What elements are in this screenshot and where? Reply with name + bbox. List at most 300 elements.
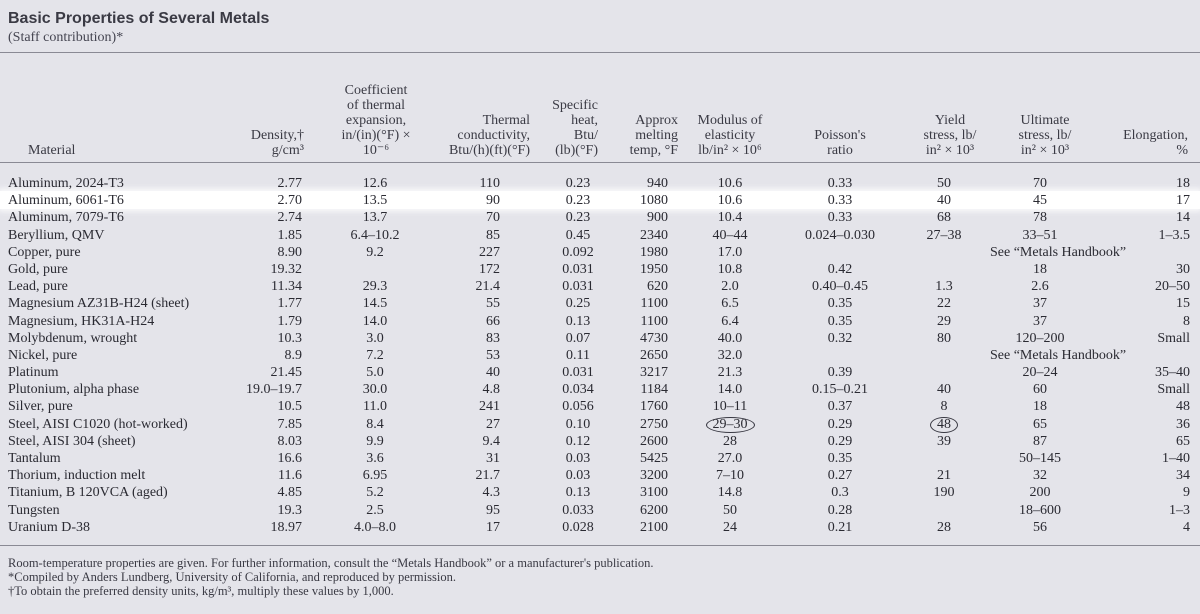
cell-material bbox=[8, 450, 61, 467]
cell-material-text: Magnesium, HK31A-H24 bbox=[8, 313, 155, 329]
cell-density-text: 4.85 bbox=[277, 485, 302, 501]
cell-modulus bbox=[690, 244, 770, 261]
cell-thermal-conductivity-text: 110 bbox=[479, 176, 500, 191]
cell-modulus-text: 24 bbox=[723, 519, 737, 535]
cell-specific-heat bbox=[548, 519, 608, 536]
cell-poisson bbox=[795, 278, 885, 295]
cell-modulus-text: 7–10 bbox=[716, 468, 744, 484]
cell-cte bbox=[340, 433, 410, 450]
cell-specific-heat-text: 0.028 bbox=[562, 519, 594, 535]
cell-elongation-text: 18 bbox=[1176, 176, 1190, 191]
cell-poisson-text: 0.3 bbox=[831, 485, 849, 501]
cell-ultimate-stress bbox=[990, 502, 1090, 519]
cell-elongation-text: 20–50 bbox=[1155, 279, 1190, 295]
table-row bbox=[0, 330, 1200, 347]
cell-material-text: Titanium, B 120VCA (aged) bbox=[8, 485, 168, 501]
cell-specific-heat bbox=[548, 484, 608, 501]
header-melting bbox=[610, 60, 678, 158]
cell-ultimate-stress-text: 120–200 bbox=[1015, 330, 1065, 346]
cell-ultimate-stress-text: 18 bbox=[1033, 261, 1047, 277]
cell-cte bbox=[340, 278, 410, 295]
cell-specific-heat bbox=[548, 192, 608, 209]
cell-melting-temp bbox=[616, 261, 668, 278]
cell-cte-text: 5.2 bbox=[366, 485, 384, 501]
cell-density bbox=[240, 175, 302, 192]
cell-yield-stress-text: 68 bbox=[937, 210, 951, 226]
cell-material bbox=[8, 381, 139, 398]
cell-specific-heat-text: 0.13 bbox=[565, 313, 591, 329]
header-material bbox=[28, 60, 148, 158]
table-row bbox=[0, 192, 1200, 209]
table-row bbox=[0, 381, 1200, 398]
cell-elongation-text: 36 bbox=[1176, 416, 1190, 432]
cell-density-text: 1.77 bbox=[277, 296, 302, 312]
cell-material bbox=[8, 175, 124, 192]
cell-thermal-conductivity-text: 83 bbox=[486, 330, 500, 346]
header-tc-line-1: Thermal bbox=[482, 113, 530, 128]
cell-material bbox=[8, 192, 124, 209]
cell-material bbox=[8, 261, 68, 278]
table-row bbox=[0, 313, 1200, 330]
cell-poisson-text: 0.35 bbox=[827, 313, 853, 329]
cell-melting-temp-text: 1080 bbox=[640, 193, 668, 209]
cell-thermal-conductivity bbox=[448, 381, 500, 398]
cell-modulus-text: 10.4 bbox=[717, 210, 743, 226]
cell-cte bbox=[340, 450, 410, 467]
cell-cte bbox=[340, 330, 410, 347]
cell-thermal-conductivity bbox=[448, 467, 500, 484]
cell-thermal-conductivity bbox=[448, 519, 500, 536]
cell-specific-heat-text: 0.23 bbox=[565, 193, 591, 209]
cell-material bbox=[8, 313, 154, 330]
cell-density-text: 7.85 bbox=[277, 416, 302, 432]
cell-poisson-text: 0.35 bbox=[827, 451, 853, 466]
cell-specific-heat bbox=[548, 261, 608, 278]
table-subtitle: (Staff contribution)* bbox=[8, 30, 124, 45]
cell-cte-text: 6.4–10.2 bbox=[350, 227, 400, 243]
cell-thermal-conductivity-text: 85 bbox=[486, 227, 500, 243]
cell-specific-heat bbox=[548, 398, 608, 415]
cell-melting-temp bbox=[616, 381, 668, 398]
cell-material-text: Beryllium, QMV bbox=[8, 227, 105, 243]
cell-thermal-conductivity bbox=[448, 502, 500, 519]
cell-material-text: Uranium D-38 bbox=[8, 519, 91, 535]
cell-ultimate-stress bbox=[990, 433, 1090, 450]
cell-density-text: 18.97 bbox=[270, 519, 302, 535]
cell-density bbox=[240, 381, 302, 398]
cell-ultimate-stress bbox=[990, 175, 1090, 192]
header-mod-line-3: lb/in² × 10⁶ bbox=[698, 143, 762, 158]
cell-specific-heat-text: 0.23 bbox=[565, 210, 591, 226]
cell-ultimate-stress-text: 37 bbox=[1033, 313, 1047, 329]
cell-thermal-conductivity-text: 95 bbox=[486, 502, 500, 518]
cell-thermal-conductivity bbox=[448, 398, 500, 415]
cell-melting-temp-text: 6200 bbox=[640, 502, 668, 518]
cell-cte-text: 3.6 bbox=[366, 451, 384, 466]
cell-thermal-conductivity bbox=[448, 227, 500, 244]
cell-material bbox=[8, 467, 145, 484]
cell-poisson bbox=[795, 519, 885, 536]
table-row bbox=[0, 416, 1200, 433]
top-rule bbox=[0, 52, 1200, 53]
cell-modulus-text: 40–44 bbox=[712, 227, 748, 243]
cell-poisson-text: 0.21 bbox=[827, 519, 853, 535]
cell-material-text: Platinum bbox=[8, 365, 59, 381]
cell-density bbox=[240, 502, 302, 519]
cell-ultimate-stress bbox=[990, 398, 1090, 415]
footnote-3: †To obtain the preferred density units, kg/m³, multiply these values by 1,000. bbox=[8, 584, 394, 598]
cell-specific-heat bbox=[548, 175, 608, 192]
cell-elongation-text: Small bbox=[1157, 382, 1190, 398]
cell-yield-stress-text: 29 bbox=[937, 313, 951, 329]
cell-elongation-text: Small bbox=[1157, 330, 1190, 346]
header-modulus bbox=[680, 60, 780, 158]
cell-poisson bbox=[795, 313, 885, 330]
cell-thermal-conductivity-text: 21.7 bbox=[475, 468, 500, 484]
table-row bbox=[0, 484, 1200, 501]
cell-specific-heat-text: 0.25 bbox=[565, 296, 591, 312]
cell-melting-temp-text: 1950 bbox=[640, 261, 668, 277]
table-row bbox=[0, 261, 1200, 278]
header-mod-line-2: elasticity bbox=[704, 128, 756, 143]
cell-elongation-text: 65 bbox=[1176, 433, 1190, 449]
cell-material-text: Plutonium, alpha phase bbox=[8, 382, 140, 398]
cell-specific-heat-text: 0.031 bbox=[562, 279, 594, 295]
cell-density bbox=[240, 261, 302, 278]
cell-yield-stress-text: 8 bbox=[940, 399, 948, 415]
cell-specific-heat bbox=[548, 347, 608, 364]
cell-poisson-text: 0.29 bbox=[827, 433, 853, 449]
cell-melting-temp-text: 620 bbox=[647, 279, 668, 295]
cell-yield-stress bbox=[915, 519, 973, 536]
cell-poisson-text: 0.42 bbox=[827, 261, 853, 277]
cell-poisson bbox=[795, 381, 885, 398]
cell-ultimate-stress bbox=[990, 416, 1090, 433]
cell-modulus bbox=[690, 209, 770, 226]
cell-cte bbox=[340, 313, 410, 330]
cell-material bbox=[8, 227, 104, 244]
cell-yield-stress bbox=[915, 313, 973, 330]
cell-elongation-text: 35–40 bbox=[1155, 365, 1190, 381]
cell-melting-temp bbox=[616, 519, 668, 536]
cell-modulus-text: 29–30 bbox=[706, 417, 755, 433]
header-cte-line-2: of thermal bbox=[347, 98, 405, 113]
cell-thermal-conductivity-text: 9.4 bbox=[482, 433, 500, 449]
cell-melting-temp bbox=[616, 295, 668, 312]
cell-specific-heat bbox=[548, 467, 608, 484]
cell-melting-temp bbox=[616, 209, 668, 226]
cell-yield-stress bbox=[915, 192, 973, 209]
cell-density bbox=[240, 192, 302, 209]
cell-elongation bbox=[1100, 209, 1190, 226]
cell-specific-heat bbox=[548, 450, 608, 467]
cell-ultimate-stress-text: 45 bbox=[1033, 193, 1047, 209]
cell-elongation bbox=[1100, 433, 1190, 450]
cell-modulus-text: 10.6 bbox=[717, 193, 743, 209]
cell-ultimate-stress-text: 200 bbox=[1029, 485, 1051, 501]
cell-poisson bbox=[795, 192, 885, 209]
cell-yield-stress bbox=[915, 278, 973, 295]
cell-material bbox=[8, 433, 136, 450]
cell-modulus-text: 6.5 bbox=[721, 296, 739, 312]
cell-density bbox=[240, 484, 302, 501]
cell-ultimate-stress bbox=[990, 227, 1090, 244]
cell-modulus bbox=[690, 433, 770, 450]
cell-poisson-text: 0.35 bbox=[827, 296, 853, 312]
cell-modulus-text: 40.0 bbox=[717, 330, 743, 346]
cell-elongation-text: 14 bbox=[1176, 210, 1190, 226]
cell-density-text: 19.32 bbox=[270, 261, 302, 277]
cell-cte-text: 9.9 bbox=[366, 433, 384, 449]
cell-poisson bbox=[795, 484, 885, 501]
cell-ultimate-stress bbox=[990, 450, 1090, 467]
header-mod-line-1: Modulus of bbox=[697, 113, 763, 128]
cell-elongation-text: 48 bbox=[1176, 399, 1190, 415]
cell-density bbox=[240, 347, 302, 364]
header-mp-line-3: temp, °F bbox=[629, 143, 678, 158]
cell-density bbox=[240, 433, 302, 450]
cell-ultimate-stress bbox=[990, 347, 1127, 364]
header-density bbox=[210, 60, 304, 158]
cell-elongation bbox=[1100, 278, 1190, 295]
cell-elongation bbox=[1100, 381, 1190, 398]
cell-cte bbox=[340, 209, 410, 226]
cell-density-text: 8.03 bbox=[277, 433, 302, 449]
header-cte-line-3: expansion, bbox=[345, 113, 407, 128]
table-row bbox=[0, 433, 1200, 450]
header-cte-line-4: in/(in)(°F) × bbox=[341, 128, 411, 143]
header-sh-line-3: Btu/ bbox=[573, 128, 598, 143]
cell-yield-stress bbox=[915, 433, 973, 450]
cell-material bbox=[8, 502, 60, 519]
cell-density-text: 10.5 bbox=[277, 399, 302, 415]
cell-elongation bbox=[1100, 502, 1190, 519]
cell-modulus bbox=[690, 519, 770, 536]
cell-melting-temp bbox=[616, 347, 668, 364]
cell-poisson-text: 0.39 bbox=[827, 365, 853, 381]
cell-melting-temp bbox=[616, 398, 668, 415]
cell-melting-temp bbox=[616, 313, 668, 330]
cell-specific-heat bbox=[548, 209, 608, 226]
cell-elongation bbox=[1100, 364, 1190, 381]
cell-modulus-text: 50 bbox=[723, 502, 737, 518]
cell-modulus bbox=[690, 192, 770, 209]
table-row bbox=[0, 502, 1200, 519]
cell-thermal-conductivity bbox=[448, 433, 500, 450]
cell-poisson-text: 0.33 bbox=[827, 210, 853, 226]
cell-ultimate-stress bbox=[990, 467, 1090, 484]
cell-yield-stress-text: 50 bbox=[937, 176, 951, 191]
cell-ultimate-stress bbox=[990, 278, 1090, 295]
cell-thermal-conductivity-text: 4.8 bbox=[482, 382, 500, 398]
cell-ultimate-stress-text: 32 bbox=[1033, 468, 1047, 484]
table-row bbox=[0, 175, 1200, 192]
table-row bbox=[0, 519, 1200, 536]
header-cte-line-1: Coefficient bbox=[344, 83, 408, 98]
cell-ultimate-stress bbox=[990, 209, 1090, 226]
cell-modulus bbox=[690, 330, 770, 347]
cell-yield-stress bbox=[915, 175, 973, 192]
cell-cte bbox=[340, 244, 410, 261]
cell-melting-temp bbox=[616, 364, 668, 381]
cell-specific-heat-text: 0.10 bbox=[565, 416, 591, 432]
cell-specific-heat bbox=[548, 433, 608, 450]
cell-material bbox=[8, 364, 59, 381]
cell-thermal-conductivity-text: 90 bbox=[486, 193, 500, 209]
cell-elongation bbox=[1100, 450, 1190, 467]
cell-cte bbox=[340, 467, 410, 484]
cell-ultimate-stress-text: 87 bbox=[1033, 433, 1047, 449]
cell-yield-stress bbox=[915, 381, 973, 398]
cell-density bbox=[240, 295, 302, 312]
cell-melting-temp-text: 1184 bbox=[640, 382, 668, 398]
cell-melting-temp-text: 2340 bbox=[640, 227, 668, 243]
cell-modulus-text: 17.0 bbox=[717, 244, 743, 260]
cell-modulus bbox=[690, 450, 770, 467]
cell-ultimate-stress-text: 33–51 bbox=[1022, 227, 1058, 243]
header-us-line-1: Ultimate bbox=[1020, 113, 1070, 128]
cell-melting-temp-text: 2650 bbox=[640, 347, 668, 363]
cell-melting-temp-text: 1760 bbox=[640, 399, 668, 415]
cell-material bbox=[8, 244, 81, 261]
cell-cte-text: 11.0 bbox=[363, 399, 387, 415]
cell-density-text: 8.9 bbox=[284, 347, 302, 363]
header-tc-line-3: Btu/(h)(ft)(°F) bbox=[448, 143, 530, 158]
cell-material-text: Lead, pure bbox=[8, 279, 68, 295]
header-poi-line-2: ratio bbox=[827, 143, 853, 158]
cell-elongation bbox=[1100, 295, 1190, 312]
cell-cte-text: 6.95 bbox=[362, 468, 388, 484]
cell-thermal-conductivity-text: 227 bbox=[479, 244, 500, 260]
table-row bbox=[0, 295, 1200, 312]
cell-elongation bbox=[1100, 313, 1190, 330]
cell-modulus-text: 10.6 bbox=[717, 176, 743, 191]
cell-melting-temp-text: 3100 bbox=[640, 485, 668, 501]
cell-material-text: Aluminum, 7079-T6 bbox=[8, 210, 124, 226]
cell-specific-heat bbox=[548, 416, 608, 433]
footnote-1: Room-temperature properties are given. For further information, consult the “Metals Handbook” or a manufacturer's publication. bbox=[8, 556, 654, 570]
cell-material-text: Tungsten bbox=[8, 502, 60, 518]
cell-cte bbox=[340, 484, 410, 501]
cell-density-text: 21.45 bbox=[270, 365, 302, 381]
footnote-2: *Compiled by Anders Lundberg, University of California, and reproduced by permission. bbox=[8, 570, 456, 584]
cell-thermal-conductivity bbox=[448, 330, 500, 347]
cell-specific-heat bbox=[548, 227, 608, 244]
cell-thermal-conductivity bbox=[448, 261, 500, 278]
cell-density-text: 8.90 bbox=[277, 244, 302, 260]
cell-elongation-text: 1–3 bbox=[1169, 502, 1190, 518]
cell-cte bbox=[340, 416, 410, 433]
cell-thermal-conductivity bbox=[448, 484, 500, 501]
cell-ultimate-stress-text: See “Metals Handbook” bbox=[990, 347, 1127, 363]
cell-melting-temp-text: 940 bbox=[647, 176, 668, 191]
cell-elongation bbox=[1100, 330, 1190, 347]
header-ys-line-3: in² × 10³ bbox=[925, 143, 975, 158]
cell-modulus-text: 28 bbox=[723, 433, 737, 449]
header-poisson bbox=[795, 60, 885, 158]
cell-yield-stress-text: 40 bbox=[937, 193, 951, 209]
cell-melting-temp bbox=[616, 244, 668, 261]
table-body bbox=[0, 175, 1200, 536]
cell-modulus-text: 6.4 bbox=[721, 313, 739, 329]
cell-thermal-conductivity bbox=[448, 313, 500, 330]
cell-density bbox=[240, 330, 302, 347]
cell-yield-stress bbox=[915, 330, 973, 347]
cell-poisson-text: 0.27 bbox=[827, 468, 853, 484]
cell-poisson bbox=[795, 295, 885, 312]
cell-ultimate-stress bbox=[990, 192, 1090, 209]
cell-poisson bbox=[795, 433, 885, 450]
cell-melting-temp bbox=[616, 450, 668, 467]
cell-cte-text: 13.5 bbox=[362, 193, 388, 209]
cell-ultimate-stress bbox=[990, 313, 1090, 330]
cell-ultimate-stress-text: 60 bbox=[1033, 382, 1047, 398]
cell-poisson bbox=[795, 450, 885, 467]
cell-density bbox=[240, 227, 302, 244]
cell-thermal-conductivity-text: 53 bbox=[486, 347, 500, 363]
cell-cte-text: 8.4 bbox=[366, 416, 384, 432]
cell-ultimate-stress-text: 37 bbox=[1033, 296, 1047, 312]
cell-melting-temp-text: 900 bbox=[647, 210, 668, 226]
cell-material-text: Aluminum, 2024-T3 bbox=[8, 176, 124, 191]
cell-poisson-text: 0.33 bbox=[827, 176, 853, 191]
cell-yield-stress-text: 40 bbox=[937, 382, 951, 398]
cell-ultimate-stress-text: 2.6 bbox=[1031, 279, 1049, 295]
cell-melting-temp-text: 2750 bbox=[640, 416, 668, 432]
cell-cte bbox=[340, 227, 410, 244]
cell-density-text: 2.74 bbox=[277, 210, 302, 226]
cell-poisson-text: 0.33 bbox=[827, 193, 853, 209]
cell-elongation-text: 1–40 bbox=[1162, 451, 1190, 466]
cell-material bbox=[8, 484, 168, 501]
cell-cte-text: 9.2 bbox=[366, 244, 384, 260]
cell-modulus bbox=[690, 398, 770, 415]
header-el-line-1: Elongation, bbox=[1123, 128, 1188, 143]
cell-poisson bbox=[795, 227, 885, 244]
cell-elongation bbox=[1100, 227, 1190, 244]
cell-poisson bbox=[795, 364, 885, 381]
cell-poisson bbox=[795, 467, 885, 484]
cell-specific-heat bbox=[548, 364, 608, 381]
cell-cte bbox=[340, 192, 410, 209]
cell-melting-temp bbox=[616, 416, 668, 433]
cell-specific-heat-text: 0.031 bbox=[562, 261, 594, 277]
cell-melting-temp-text: 4730 bbox=[640, 330, 668, 346]
cell-modulus bbox=[690, 295, 770, 312]
cell-yield-stress-text: 27–38 bbox=[926, 227, 962, 243]
cell-material-text: Nickel, pure bbox=[8, 347, 78, 363]
cell-yield-stress-text: 22 bbox=[937, 296, 951, 312]
cell-melting-temp bbox=[616, 278, 668, 295]
cell-melting-temp-text: 3200 bbox=[640, 468, 668, 484]
cell-elongation bbox=[1100, 484, 1190, 501]
cell-thermal-conductivity bbox=[448, 209, 500, 226]
cell-specific-heat bbox=[548, 295, 608, 312]
cell-density bbox=[240, 313, 302, 330]
cell-cte-text: 13.7 bbox=[362, 210, 388, 226]
cell-material-text: Steel, AISI C1020 (hot-worked) bbox=[8, 416, 188, 432]
cell-poisson bbox=[795, 502, 885, 519]
cell-poisson-text: 0.37 bbox=[827, 399, 853, 415]
header-poi-line-1: Poisson's bbox=[814, 128, 866, 143]
header-cte bbox=[326, 60, 426, 158]
cell-modulus bbox=[690, 381, 770, 398]
cell-cte-text: 30.0 bbox=[362, 382, 388, 398]
header-us-line-2: stress, lb/ bbox=[1018, 128, 1072, 143]
cell-poisson-text: 0.28 bbox=[827, 502, 853, 518]
cell-elongation-text: 34 bbox=[1176, 468, 1190, 484]
cell-ultimate-stress bbox=[990, 364, 1090, 381]
